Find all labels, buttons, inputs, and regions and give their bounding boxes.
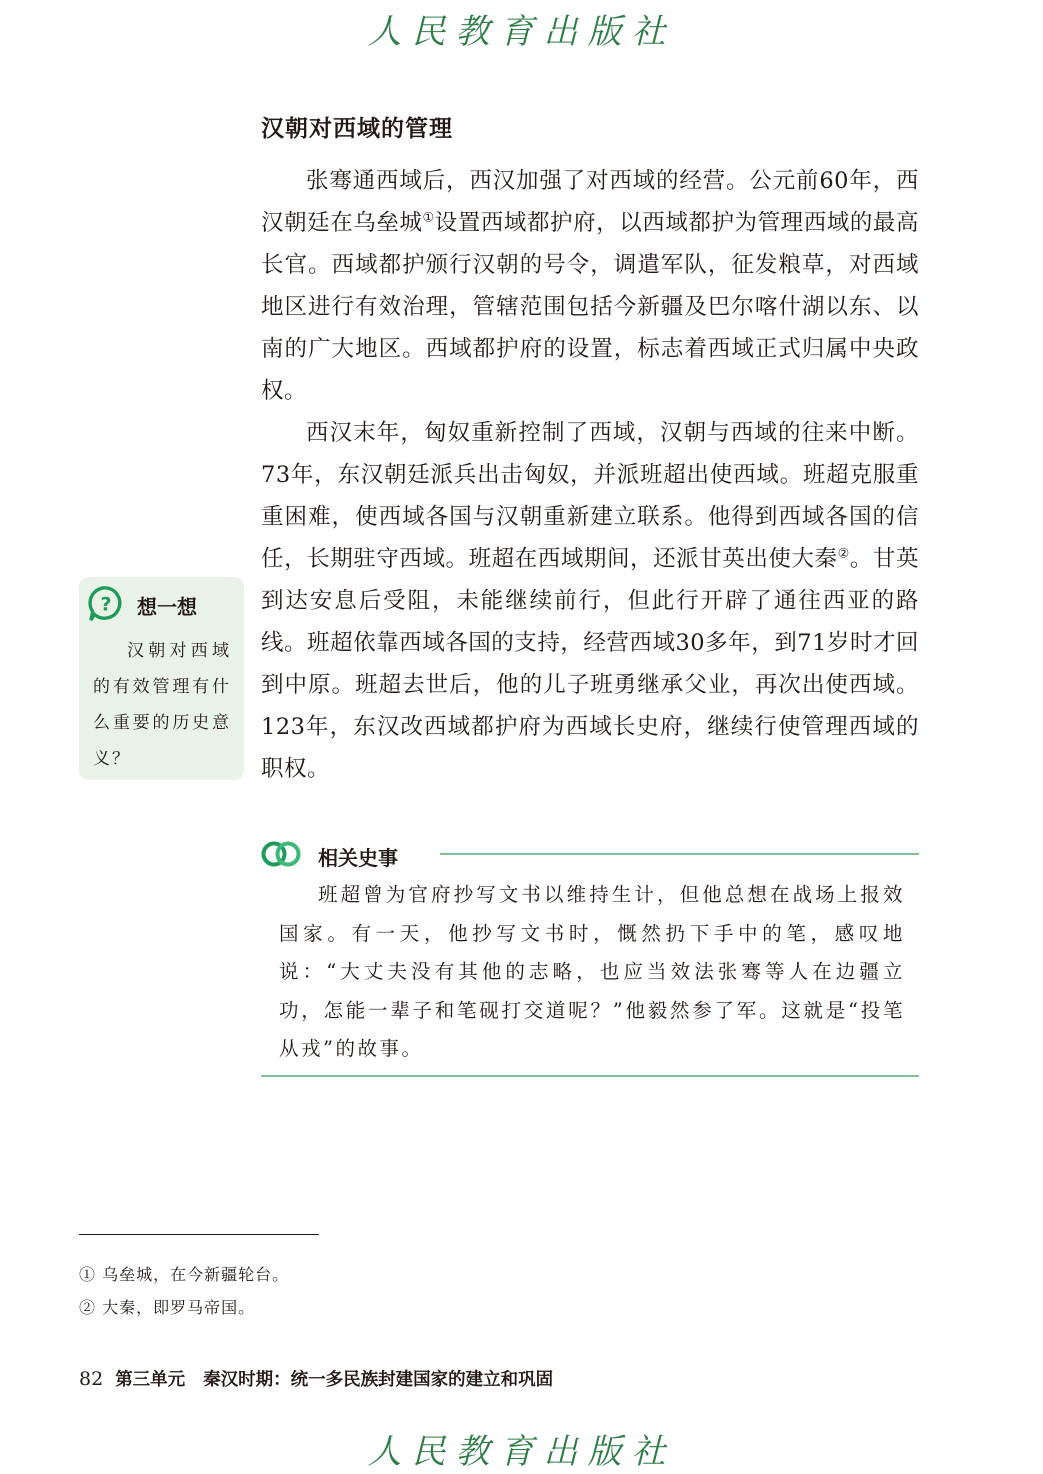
- related-story-icon: [261, 836, 301, 872]
- footnote-2: ② 大秦，即罗马帝国。: [79, 1298, 256, 1317]
- think-box: [79, 577, 244, 780]
- paragraph-1-part-b: 设置西域都护府，以西域都护为管理西域的最高长官。西域都护颁行汉朝的号令，调遣军队，征发粮草，对西域地区进行有效治理，管辖范围包括今新疆及巴尔喀什湖以东、以南的广大地区。西域都护府的设置，标志着西域正式归属中央政权。: [261, 210, 919, 404]
- related-divider: [440, 853, 919, 855]
- unit-label: 第三单元: [115, 1370, 186, 1390]
- paragraph-1: [261, 160, 919, 412]
- footnote-1: ① 乌垒城，在今新疆轮台。: [79, 1265, 290, 1284]
- question-bubble-icon: [87, 585, 125, 623]
- paragraph-2-part-b: 。甘英到达安息后受阻，未能继续前行，但此行开辟了通往西亚的路线。班超依靠西域各国的支持，经营西域30多年，到71岁时才回到中原。班超去世后，他的儿子班勇继承父业，再次出使西域。123年，东汉改西域都护府为西域长史府，继续行使管理西域的职权。: [261, 546, 919, 782]
- publisher-logo-top: 人民教育出版社: [367, 12, 676, 52]
- footnote-ref-2[interactable]: ②: [837, 546, 850, 562]
- think-question: 汉朝对西域的有效管理有什么重要的历史意义？: [93, 641, 231, 769]
- footnote-ref-1[interactable]: ①: [422, 210, 435, 226]
- main-body: [261, 160, 919, 790]
- page-number: 82: [79, 1368, 104, 1390]
- paragraph-2: [261, 412, 919, 790]
- related-title: 相关史事: [318, 846, 398, 870]
- svg-text:?: ?: [100, 593, 112, 616]
- related-text: 班超曾为官府抄写文书以维持生计，但他总想在战场上报效国家。有一天，他抄写文书时，慨然扔下手中的笔，感叹地说：“大丈夫没有其他的志略，也应当效法张骞等人在边疆立功，怎能一辈子和笔砚打交道呢？”他毅然参了军。这就是“投笔从戎”的故事。: [279, 883, 905, 1060]
- section-title: 汉朝对西域的管理: [261, 116, 453, 142]
- paragraph-1-part-a: 张骞通西域后，西汉加强了对西域的经营。公元前60年，西汉朝廷在乌垒城: [261, 168, 919, 236]
- paragraph-2-part-a: 西汉末年，匈奴重新控制了西域，汉朝与西域的往来中断。73年，东汉朝廷派兵出击匈奴，并派班超出使西域。班超克服重重困难，使西域各国与汉朝重新建立联系。他得到西域各国的信任，长期驻守西域。班超在西域期间，还派甘英出使大秦: [261, 420, 919, 572]
- unit-title: 秦汉时期：统一多民族封建国家的建立和巩固: [203, 1370, 554, 1390]
- page-footer: [79, 1366, 553, 1391]
- publisher-logo-bottom: 人民教育出版社: [367, 1432, 676, 1472]
- related-bottom-divider: [261, 1075, 919, 1077]
- footnote-divider: [79, 1234, 319, 1235]
- think-title: 想一想: [137, 595, 197, 619]
